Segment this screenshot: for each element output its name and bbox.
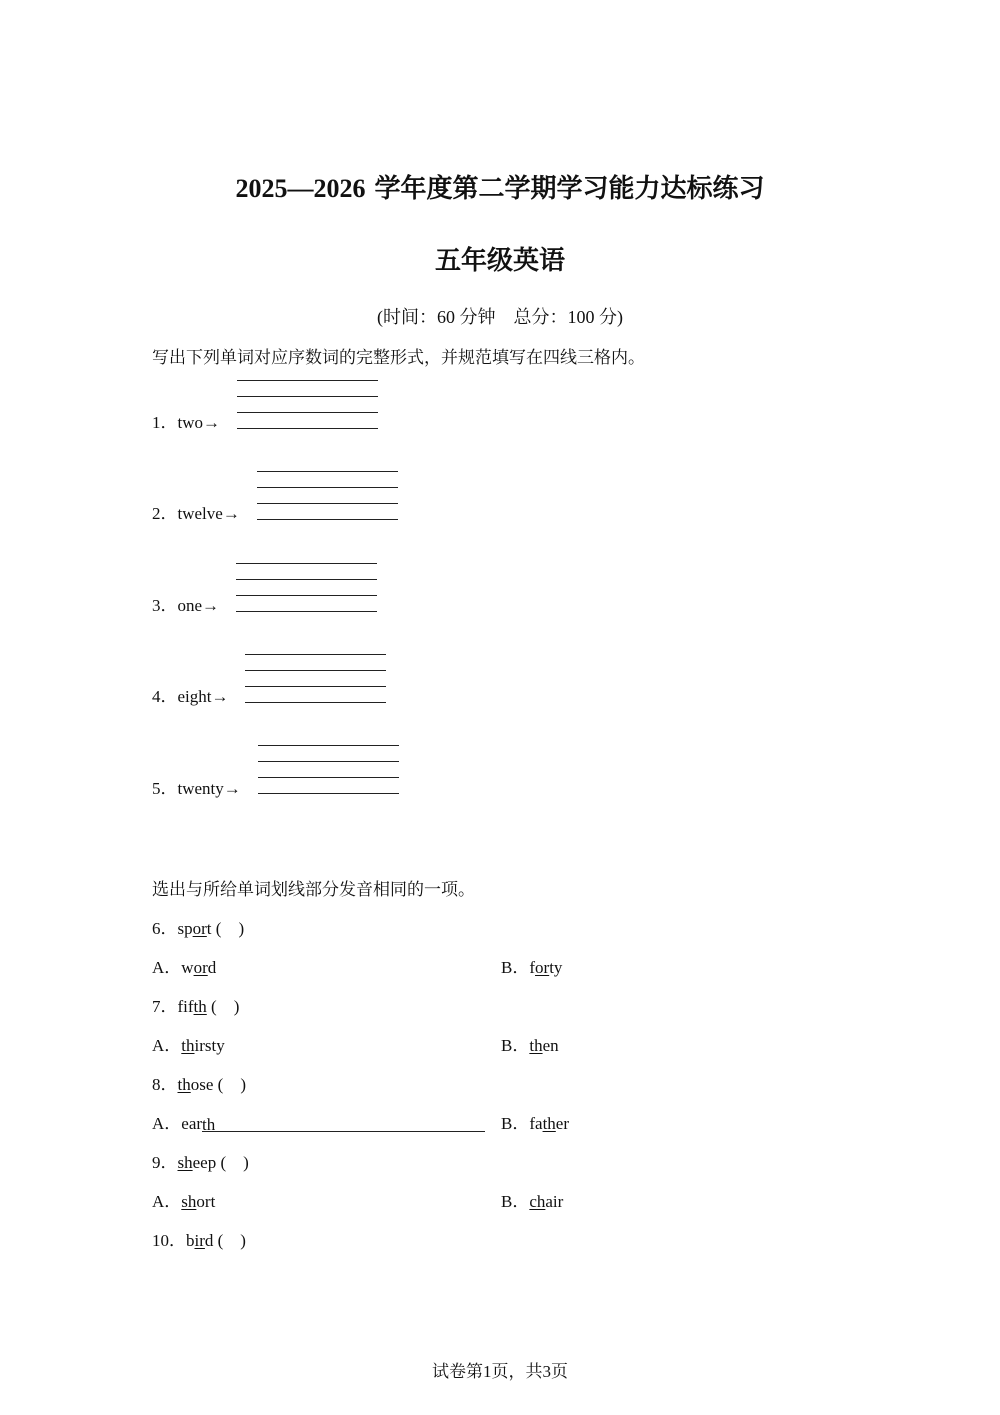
word-part: ort xyxy=(196,1192,216,1211)
underlined-part: th xyxy=(202,1115,216,1134)
word-part: d xyxy=(207,958,217,977)
option-a[interactable] xyxy=(152,1031,225,1056)
footer-text: 页，共 xyxy=(491,1362,543,1382)
word-part: ty xyxy=(549,958,563,977)
ordinal-item-3 xyxy=(152,591,219,616)
option-a[interactable] xyxy=(152,1109,485,1134)
item-number: 4． xyxy=(152,687,178,706)
option-label: A． xyxy=(152,1036,182,1055)
item-word: one xyxy=(177,596,203,615)
question-number: 7． xyxy=(152,997,178,1016)
word-part: ear xyxy=(181,1114,203,1133)
underlined-part: th xyxy=(177,1075,191,1094)
answer-blank[interactable]: ( ) xyxy=(206,997,240,1016)
word-part: fa xyxy=(529,1114,543,1133)
answer-blank[interactable]: ( ) xyxy=(213,1231,246,1250)
four-line-grid-1[interactable] xyxy=(237,380,378,430)
underlined-part: th xyxy=(529,1036,543,1055)
four-line-grid-3[interactable] xyxy=(236,563,377,613)
word-part: ose xyxy=(190,1075,214,1094)
question-9 xyxy=(152,1148,249,1173)
item-number: 5． xyxy=(152,779,178,798)
arrow-icon: → xyxy=(202,596,220,615)
arrow-icon: → xyxy=(223,779,241,798)
arrow-icon: → xyxy=(211,687,229,706)
option-label: B． xyxy=(501,1114,530,1133)
option-label: A． xyxy=(152,958,182,977)
item-number: 2． xyxy=(152,504,178,523)
option-label: A． xyxy=(152,1192,182,1211)
word-part: w xyxy=(181,958,194,977)
option-b[interactable] xyxy=(501,1109,569,1134)
word-part: t xyxy=(206,919,212,938)
section2-instruction: 选出与所给单词划线部分发音相同的一项。 xyxy=(152,880,475,900)
question-number: 6． xyxy=(152,919,178,938)
page-total: 3 xyxy=(542,1362,551,1381)
answer-blank[interactable]: ( ) xyxy=(211,919,245,938)
footer-text: 试卷第 xyxy=(432,1362,483,1382)
question-6 xyxy=(152,914,244,939)
exam-meta: (时间：60 分钟 总分：100 分) xyxy=(377,307,623,327)
option-a[interactable] xyxy=(152,953,216,978)
word-part: sp xyxy=(177,919,193,938)
item-word: twelve xyxy=(177,504,223,523)
title-years: 2025—2026 xyxy=(235,174,366,203)
item-word: twenty xyxy=(177,779,224,798)
option-label: B． xyxy=(501,958,530,977)
item-word: eight xyxy=(177,687,212,706)
word-part: en xyxy=(542,1036,559,1055)
option-b[interactable] xyxy=(501,953,562,978)
question-8 xyxy=(152,1070,246,1095)
word-part: fif xyxy=(177,997,194,1016)
word-part: b xyxy=(186,1231,195,1250)
underline-line xyxy=(202,1115,485,1132)
underlined-part: ir xyxy=(194,1231,205,1250)
word-part: eep xyxy=(192,1153,217,1172)
ordinal-item-2 xyxy=(152,499,240,524)
item-number: 1． xyxy=(152,413,178,432)
option-label: B． xyxy=(501,1192,530,1211)
question-10 xyxy=(152,1226,246,1251)
arrow-icon: → xyxy=(203,413,220,432)
underlined-part: ch xyxy=(529,1192,546,1211)
page-title xyxy=(0,168,1000,205)
option-a[interactable] xyxy=(152,1187,215,1212)
title-text: 学年度第二学期学习能力达标练习 xyxy=(374,174,765,204)
word-part: d xyxy=(204,1231,214,1250)
underlined-part: or xyxy=(193,958,208,977)
page-footer xyxy=(0,1357,1000,1382)
item-word: two xyxy=(177,413,203,432)
underlined-part: th xyxy=(193,997,207,1016)
underlined-part: th xyxy=(542,1114,556,1133)
question-number: 9． xyxy=(152,1153,178,1172)
page-number: 1 xyxy=(483,1362,492,1381)
item-number: 3． xyxy=(152,596,178,615)
ordinal-item-1 xyxy=(152,408,220,433)
word-part: er xyxy=(555,1114,570,1133)
word-part: irsty xyxy=(194,1036,225,1055)
answer-blank[interactable]: ( ) xyxy=(216,1153,249,1172)
underlined-part: th xyxy=(181,1036,195,1055)
answer-blank[interactable]: ( ) xyxy=(213,1075,246,1094)
question-number: 10． xyxy=(152,1231,186,1250)
four-line-grid-5[interactable] xyxy=(258,745,399,795)
option-b[interactable] xyxy=(501,1187,563,1212)
word-part: air xyxy=(545,1192,564,1211)
four-line-grid-2[interactable] xyxy=(257,471,398,521)
arrow-icon: → xyxy=(222,504,240,523)
footer-text: 页 xyxy=(551,1362,568,1382)
underlined-part: or xyxy=(192,919,207,938)
question-7 xyxy=(152,992,239,1017)
underlined-part: sh xyxy=(181,1192,197,1211)
section1-instruction: 写出下列单词对应序数词的完整形式，并规范填写在四线三格内。 xyxy=(152,348,645,368)
option-label: A． xyxy=(152,1114,182,1133)
four-line-grid-4[interactable] xyxy=(245,654,386,704)
option-b[interactable] xyxy=(501,1031,559,1056)
word-part: f xyxy=(529,958,536,977)
subject-title: 五年级英语 xyxy=(434,246,565,276)
ordinal-item-4 xyxy=(152,682,229,707)
option-label: B． xyxy=(501,1036,530,1055)
underlined-part: sh xyxy=(177,1153,193,1172)
ordinal-item-5 xyxy=(152,774,241,799)
question-number: 8． xyxy=(152,1075,178,1094)
underlined-part: or xyxy=(535,958,550,977)
